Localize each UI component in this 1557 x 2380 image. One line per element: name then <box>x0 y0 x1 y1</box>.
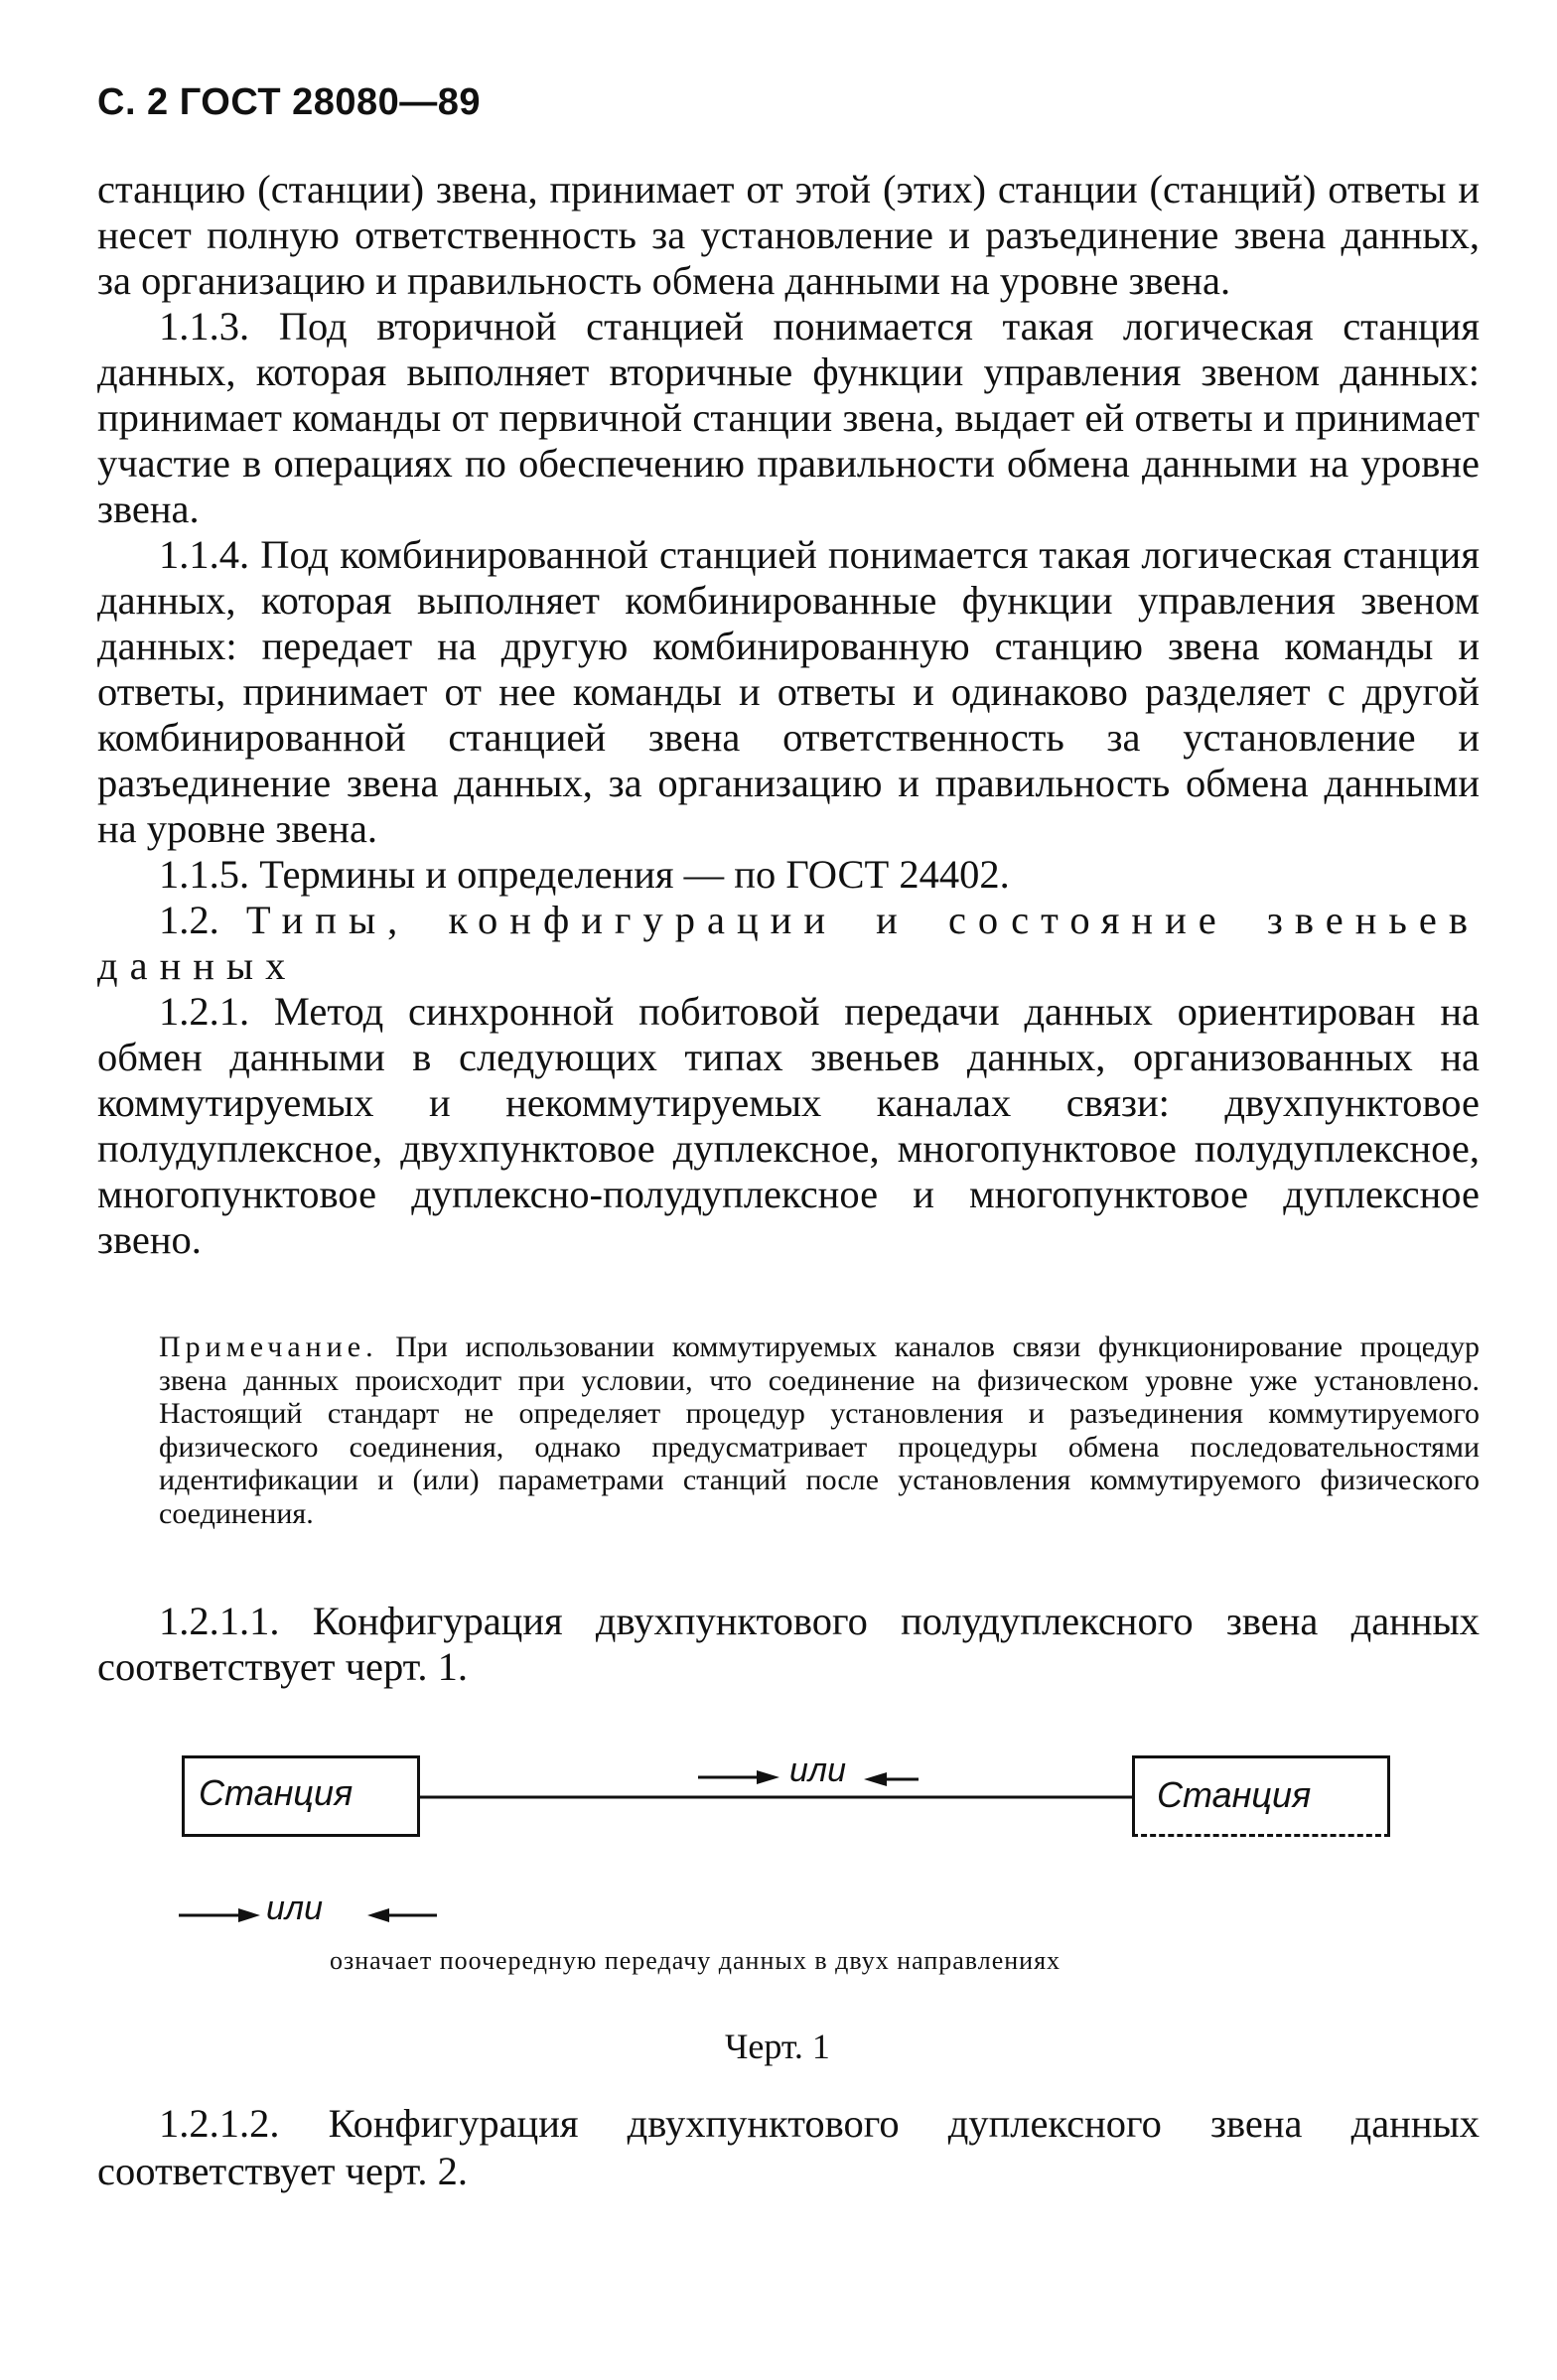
note-paragraph <box>159 1330 1480 1530</box>
note-lead: Примечание. <box>159 1330 378 1363</box>
section-number: 1.2. <box>159 898 219 942</box>
station-label-left: Станция <box>199 1772 354 1813</box>
arrow-right-head <box>757 1770 779 1784</box>
legend-arrow-right-head <box>238 1908 260 1922</box>
arrow-left-head <box>864 1772 887 1786</box>
paragraph-1-1-4: 1.1.4. Под комбинированной станцией понимается такая логическая станция данных, которая выполняет комбинированные функции управления звеном данных: передает на другую комбинированную станцию звена команды и ответы, принимает от нее команды и ответы и одинаково разделяет с другой комбинированной станцией звена ответственность за установление и разъединение звена данных, за организацию и правильность обмена данными на уровне звена. <box>97 532 1480 851</box>
section-1-2-1-1-block <box>97 1599 1480 1690</box>
station-box-left <box>182 1755 420 1837</box>
paragraph-continuation: станцию (станции) звена, принимает от этой (этих) станции (станций) ответы и несет полную ответственность за установление и разъединение звена данных, за организацию и правильность обмена данными на уровне звена. <box>97 167 1480 303</box>
paragraph-1-1-3: 1.1.3. Под вторичной станцией понимается такая логическая станция данных, которая выполняет вторичные функции управления звеном данных: принимает команды от первичной станции звена, выдает ей ответы и принимает участие в операциях по обеспечению правильности обмена данными на уровне звена. <box>97 304 1480 531</box>
page-header: С. 2 ГОСТ 28080—89 <box>97 81 482 123</box>
station-box-right <box>1132 1755 1390 1837</box>
figure-caption: Черт. 1 <box>725 2027 830 2066</box>
paragraph-1-2-1-2 <box>97 2100 1480 2195</box>
station-label-right: Станция <box>1157 1774 1312 1815</box>
main-text <box>97 167 1480 1263</box>
paragraph-1-1-5: 1.1.5. Термины и определения — по ГОСТ 24402. <box>159 852 1010 897</box>
paragraph-1-2-1-1: 1.2.1.1. Конфигурация двухпунктового полудуплексного звена данных соответствует черт. 1. <box>97 1599 1480 1689</box>
section-title: Типы, конфигурации и состояние звеньев данных <box>97 898 1480 988</box>
note-block <box>159 1330 1480 1530</box>
paragraph-1-2-1-2-text: 1.2.1.2. Конфигурация двухпунктового дуплексного звена данных соответствует черт. 2. <box>97 2101 1480 2193</box>
or-label-legend: или <box>266 1890 323 1927</box>
section-1-2-1-2-block <box>97 2100 1480 2195</box>
note-text: При использовании коммутируемых каналов связи функционирование процедур звена данных происходит при условии, что соединение на физическом уровне уже установлено. Настоящий стандарт не определяет процедур установления и разъединения коммутируемого физического соединения, однако предусматривает процедуры обмена последовательностями идентификации и (или) параметрами станций после установления коммутируемого физического соединения. <box>159 1330 1480 1530</box>
legend-text: означает поочередную передачу данных в двух направлениях <box>330 1946 1062 1975</box>
or-label-top: или <box>789 1751 846 1789</box>
legend-arrow-left-head <box>367 1908 389 1922</box>
paragraph-1-2-1: 1.2.1. Метод синхронной побитовой передачи данных ориентирован на обмен данными в следующих типах звеньев данных, организованных на коммутируемых и некоммутируемых каналах связи: двухпунктовое полудуплексное, двухпунктовое дуплексное, многопунктовое полудуплексное, многопунктовое дуплексно-полудуплексное и многопунктовое дуплексное звено. <box>97 989 1480 1262</box>
section-heading-1-2 <box>97 898 1480 989</box>
